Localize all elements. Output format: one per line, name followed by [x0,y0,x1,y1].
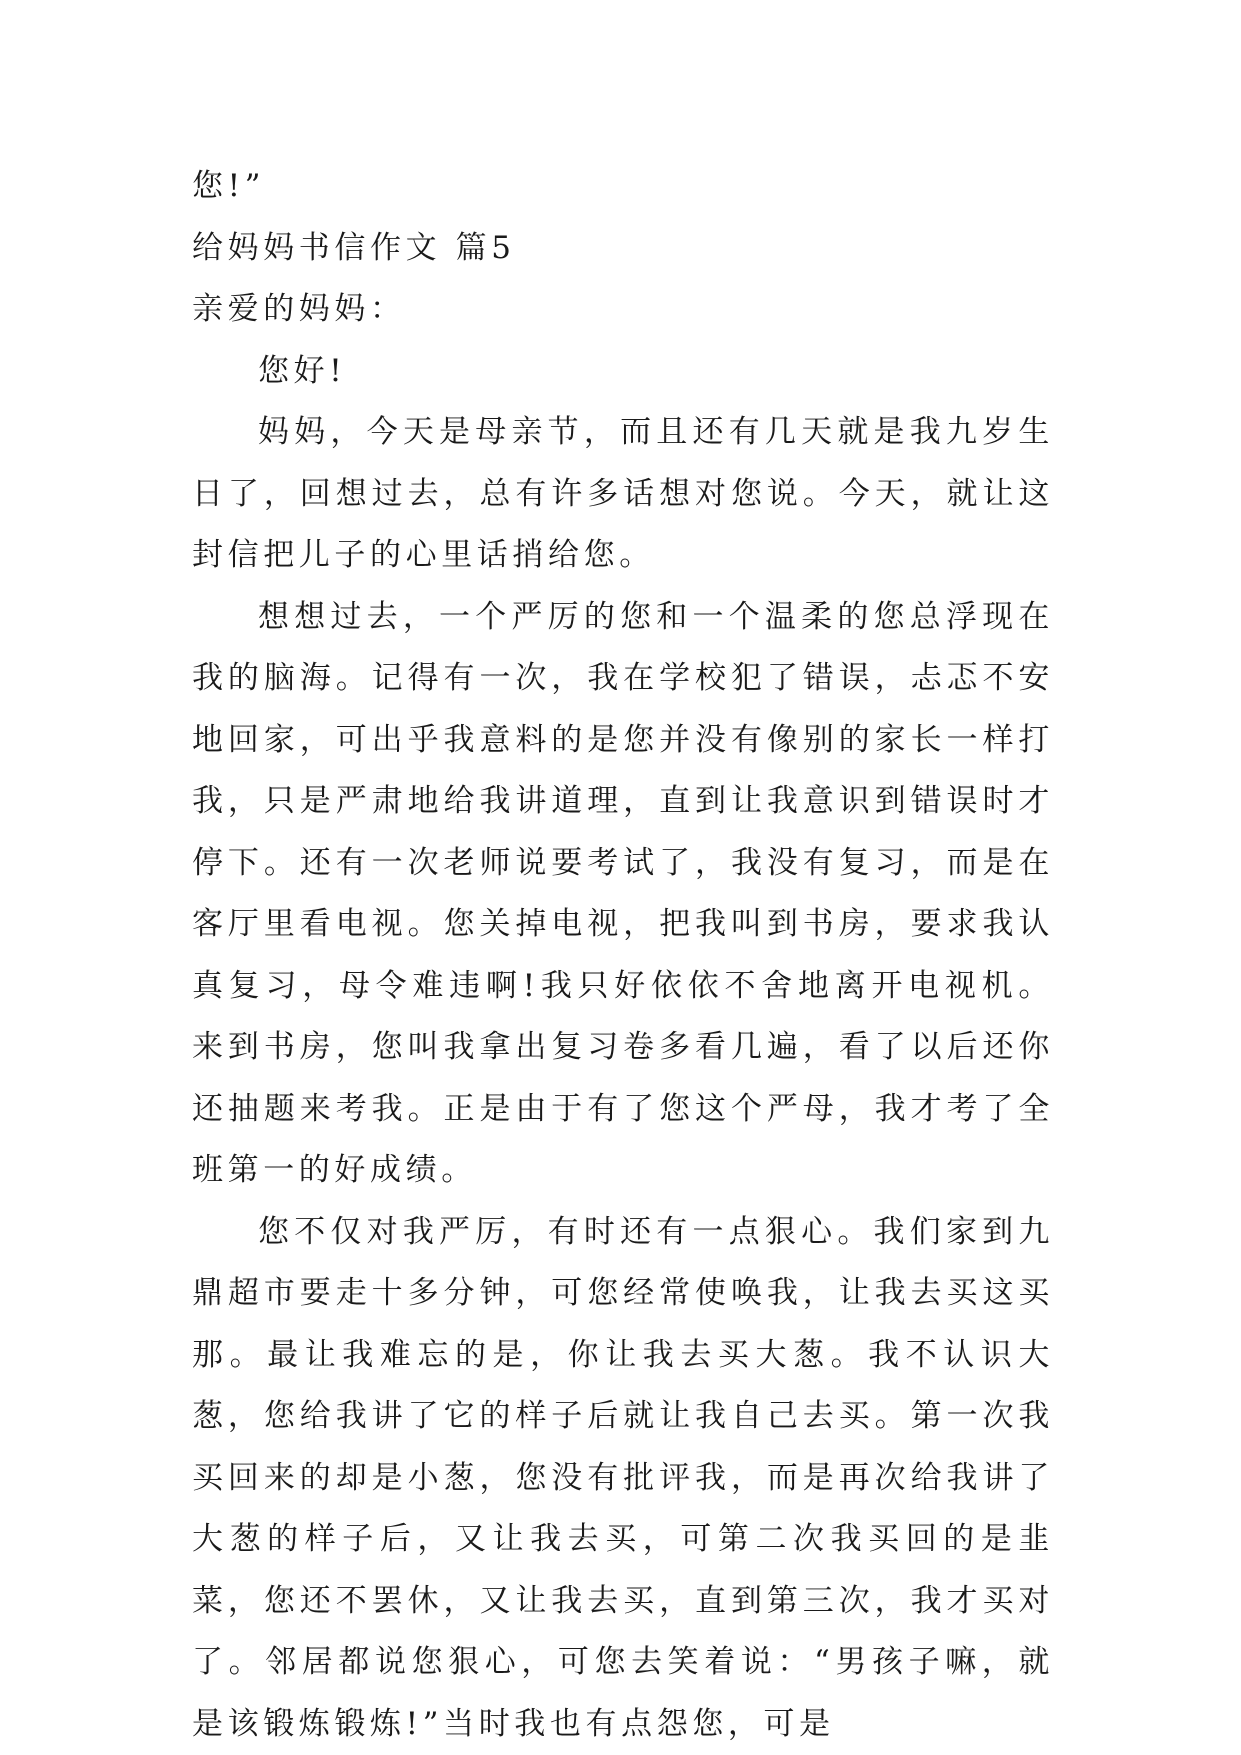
paragraph-3: 您不仅对我严厉，有时还有一点狠心。我们家到九鼎超市要走十多分钟，可您经常使唤我，让我去买这买那。最让我难忘的是，你让我去买大葱。我不认识大葱，您给我讲了它的样子后就让我自己去买。第一次我买回来的却是小葱，您没有批评我，而是再次给我讲了大葱的样子后，又让我去买，可第二次我买回的是韭菜，您还不罢休，又让我去买，直到第三次，我才买对了。邻居都说您狠心，可您去笑着说：“男孩子嘛，就是该锻炼锻炼!”当时我也有点怨您，可是 [192,1202,1054,1755]
greeting: 您好! [192,341,1054,403]
paragraph-2: 想想过去，一个严厉的您和一个温柔的您总浮现在我的脑海。记得有一次，我在学校犯了错误，忐忑不安地回家，可出乎我意料的是您并没有像别的家长一样打我，只是严肃地给我讲道理，直到让我意识到错误时才停下。还有一次老师说要考试了，我没有复习，而是在客厅里看电视。您关掉电视，把我叫到书房，要求我认真复习，母令难违啊!我只好依依不舍地离开电视机。来到书房，您叫我拿出复习卷多看几遍，看了以后还你还抽题来考我。正是由于有了您这个严母，我才考了全班第一的好成绩。 [192,587,1054,1202]
salutation: 亲爱的妈妈： [192,279,1054,341]
article-heading: 给妈妈书信作文 篇5 [192,218,1054,280]
paragraph-1: 妈妈，今天是母亲节，而且还有几天就是我九岁生日了，回想过去，总有许多话想对您说。今天，就让这封信把儿子的心里话捎给您。 [192,402,1054,587]
continuation-text: 您!” [192,156,1054,218]
letter-body [192,156,1054,1755]
